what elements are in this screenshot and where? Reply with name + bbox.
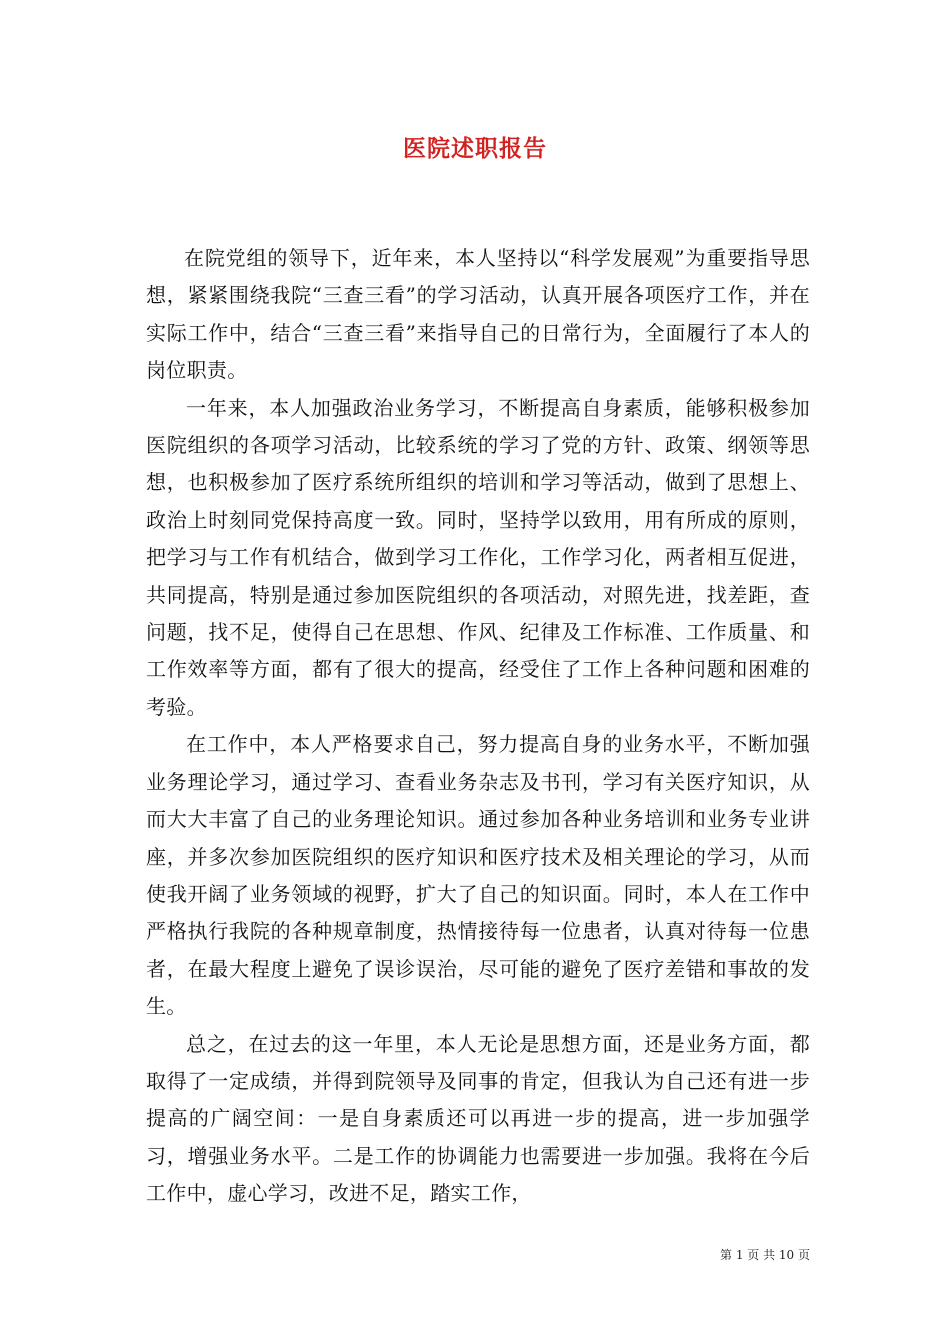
paragraph-summary: 总之，在过去的这一年里，本人无论是思想方面，还是业务方面，都取得了一定成绩，并得到院领导及同事的肯定，但我认为自己还有进一步提高的广阔空间：一是自身素质还可以再进一步的提高，进一步加强学习，增强业务水平。二是工作的协调能力也需要进一步加强。我将在今后工作中，虚心学习，改进不足，踏实工作， bbox=[146, 1031, 810, 1206]
paragraph-work: 在工作中，本人严格要求自己，努力提高自身的业务水平，不断加强业务理论学习，通过学习、查看业务杂志及书刊，学习有关医疗知识，从而大大丰富了自己的业务理论知识。通过参加各种业务培训和业务专业讲座，并多次参加医院组织的医疗知识和医疗技术及相关理论的学习，从而使我开阔了业务领域的视野，扩大了自己的知识面。同时，本人在工作中严格执行我院的各种规章制度，热情接待每一位患者，认真对待每一位患者，在最大程度上避免了误诊误治，尽可能的避免了医疗差错和事故的发生。 bbox=[146, 732, 810, 1019]
page-number-footer: 第 1 页 共 10 页 bbox=[720, 1248, 810, 1262]
paragraph-study: 一年来，本人加强政治业务学习，不断提高自身素质，能够积极参加医院组织的各项学习活动，比较系统的学习了党的方针、政策、纲领等思想，也积极参加了医疗系统所组织的培训和学习等活动，做到了思想上、政治上时刻同党保持高度一致。同时，坚持学以致用，用有所成的原则，把学习与工作有机结合，做到学习工作化，工作学习化，两者相互促进，共同提高，特别是通过参加医院组织的各项活动，对照先进，找差距，查问题，找不足，使得自己在思想、作风、纪律及工作标准、工作质量、和工作效率等方面，都有了很大的提高，经受住了工作上各种问题和困难的考验。 bbox=[146, 395, 810, 719]
document-body bbox=[146, 240, 810, 1213]
document-title: 医院述职报告 bbox=[403, 135, 547, 162]
paragraph-intro: 在院党组的领导下，近年来，本人坚持以“科学发展观”为重要指导思想，紧紧围绕我院“三查三看”的学习活动，认真开展各项医疗工作，并在实际工作中，结合“三查三看”来指导自己的日常行为，全面履行了本人的岗位职责。 bbox=[146, 246, 810, 383]
